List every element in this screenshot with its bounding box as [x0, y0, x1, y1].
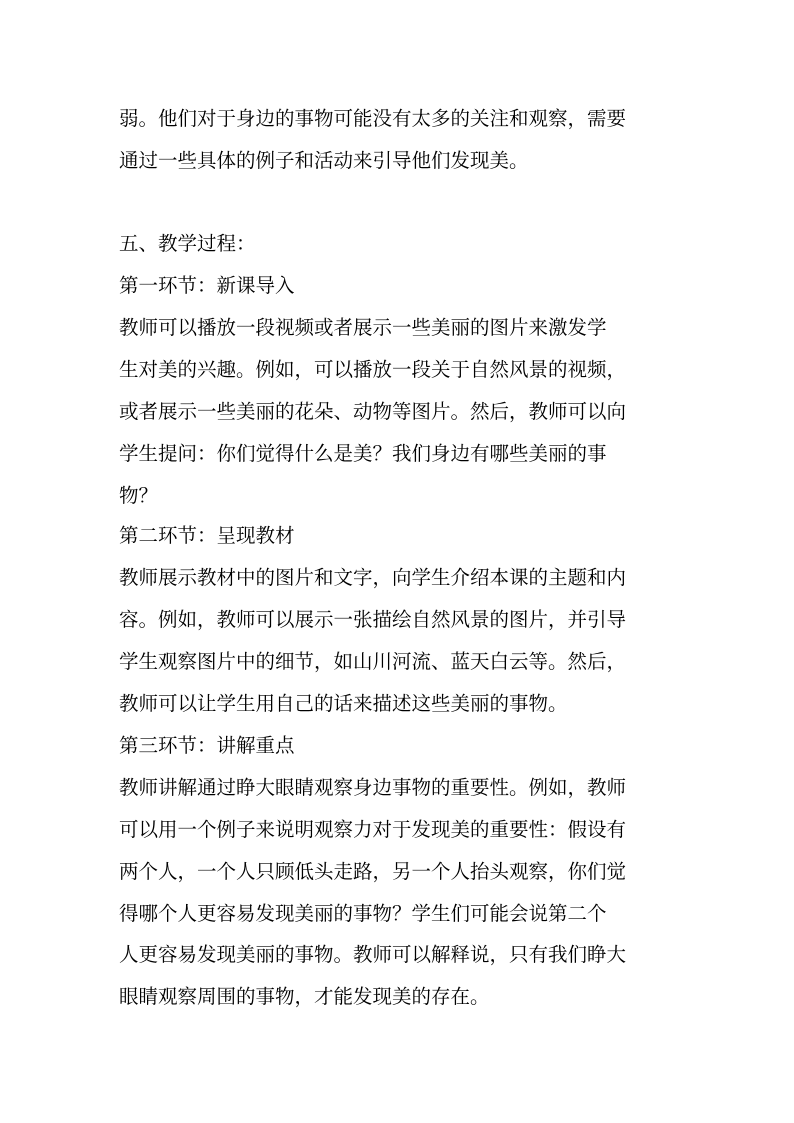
paragraph-line: 弱。他们对于身边的事物可能没有太多的关注和观察，需要 — [119, 107, 627, 130]
paragraph-line: 生对美的兴趣。例如，可以播放一段关于自然风景的视频， — [119, 358, 627, 381]
paragraph-line: 眼睛观察周围的事物，才能发现美的存在。 — [119, 985, 490, 1008]
subsection-heading: 第三环节：讲解重点 — [119, 734, 295, 757]
section-heading: 五、教学过程： — [119, 232, 256, 255]
paragraph-line: 学生观察图片中的细节，如山川河流、蓝天白云等。然后， — [119, 650, 627, 673]
paragraph-line: 教师展示教材中的图片和文字，向学生介绍本课的主题和内 — [119, 566, 627, 589]
paragraph-line: 教师可以播放一段视频或者展示一些美丽的图片来激发学 — [119, 316, 607, 339]
paragraph-line: 可以用一个例子来说明观察力对于发现美的重要性：假设有 — [119, 818, 627, 841]
paragraph-line: 或者展示一些美丽的花朵、动物等图片。然后，教师可以向 — [119, 400, 627, 423]
subsection-heading: 第二环节：呈现教材 — [119, 524, 295, 547]
paragraph-line: 人更容易发现美丽的事物。教师可以解释说，只有我们睁大 — [119, 943, 627, 966]
paragraph-line: 通过一些具体的例子和活动来引导他们发现美。 — [119, 149, 529, 172]
subsection-heading: 第一环节：新课导入 — [119, 274, 295, 297]
paragraph-line: 学生提问：你们觉得什么是美？我们身边有哪些美丽的事 — [119, 442, 607, 465]
paragraph-line: 两个人，一个人只顾低头走路，另一个人抬头观察，你们觉 — [119, 860, 627, 883]
paragraph-line: 教师可以让学生用自己的话来描述这些美丽的事物。 — [119, 692, 568, 715]
paragraph-line: 物？ — [119, 484, 159, 507]
paragraph-line: 得哪个人更容易发现美丽的事物？学生们可能会说第二个 — [119, 902, 607, 925]
paragraph-line: 教师讲解通过睁大眼睛观察身边事物的重要性。例如，教师 — [119, 776, 627, 799]
paragraph-line: 容。例如，教师可以展示一张描绘自然风景的图片，并引导 — [119, 608, 627, 631]
